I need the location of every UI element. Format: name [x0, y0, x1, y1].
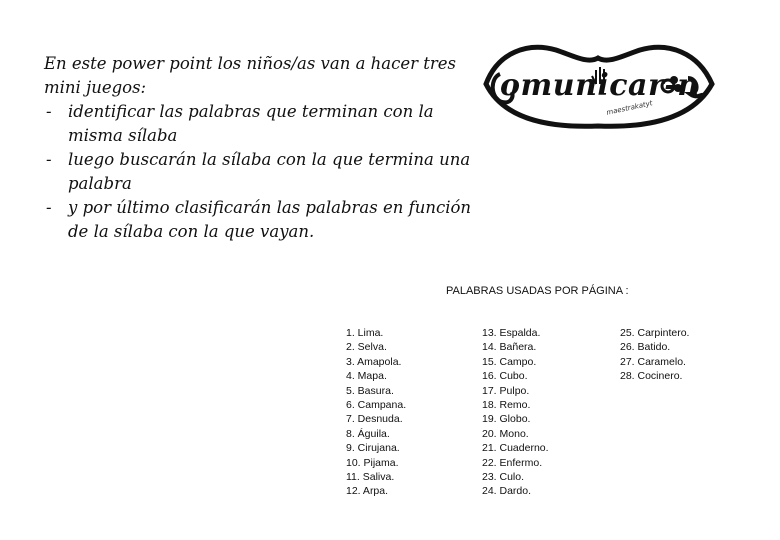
intro-item — [44, 196, 474, 244]
intro-item-text: luego buscarán la sílaba con la que termina una palabra — [68, 150, 471, 193]
word-list-item: 24. Dardo. — [482, 485, 532, 498]
dash-mark: - — [46, 198, 52, 217]
word-list-item: 20. Mono. — [482, 427, 529, 440]
words-column-1 — [346, 326, 406, 499]
word-list-item: 17. Pulpo. — [482, 384, 530, 397]
word-list-item: 16. Cubo. — [482, 370, 528, 383]
word-list-item: 26. Batido. — [620, 341, 671, 354]
word-list-item: 19. Globo. — [482, 413, 531, 426]
word-list-item: 10. Pijama. — [346, 456, 399, 469]
word-list-item: 9. Cirujana. — [346, 442, 400, 455]
words-column-2 — [482, 326, 549, 499]
intro-line: En este power point los niños/as van a hacer tres mini juegos: — [44, 54, 457, 97]
intro-item-text: identificar las palabras que terminan con la misma sílaba — [68, 102, 434, 145]
word-list-item: 28. Cocinero. — [620, 370, 683, 383]
word-list-item: 4. Mapa. — [346, 370, 387, 383]
comunicar-nos-logo — [478, 34, 718, 134]
word-list-item: 22. Enfermo. — [482, 456, 543, 469]
dash-mark: - — [46, 150, 52, 169]
word-list-item: 18. Remo. — [482, 399, 531, 412]
word-list-item: 21. Cuaderno. — [482, 442, 549, 455]
logo-wordmark: omunicar-n — [500, 68, 700, 103]
word-list-item: 11. Saliva. — [346, 471, 395, 484]
word-list-item: 1. Lima. — [346, 327, 384, 339]
word-list-item: 8. Águila. — [346, 427, 390, 440]
logo-signature: maestrakatyt — [605, 99, 654, 117]
words-heading: PALABRAS USADAS POR PÁGINA : — [446, 285, 629, 297]
word-list-item: 2. Selva. — [346, 341, 387, 354]
word-list-item: 25. Carpintero. — [620, 327, 690, 339]
word-list-item: 12. Arpa. — [346, 485, 389, 498]
word-list-item: 7. Desnuda. — [346, 413, 403, 426]
word-list-item: 13. Espalda. — [482, 327, 541, 339]
word-list-item: 3. Amapola. — [346, 355, 402, 368]
word-list-item: 6. Campana. — [346, 399, 407, 412]
word-list-item: 27. Caramelo. — [620, 355, 686, 368]
word-list-item: 5. Basura. — [346, 384, 394, 397]
word-list-item: 23. Culo. — [482, 471, 525, 484]
intro-item-text: y por último clasificarán las palabras en función de la sílaba con la que vayan. — [68, 198, 472, 241]
word-list-item: 14. Bañera. — [482, 341, 537, 354]
word-list-item: 15. Campo. — [482, 355, 537, 368]
intro-item — [44, 100, 474, 148]
dash-mark: - — [46, 102, 52, 121]
words-column-3 — [620, 326, 689, 384]
intro-list — [44, 100, 474, 244]
intro-text — [44, 52, 474, 244]
intro-item — [44, 148, 474, 196]
